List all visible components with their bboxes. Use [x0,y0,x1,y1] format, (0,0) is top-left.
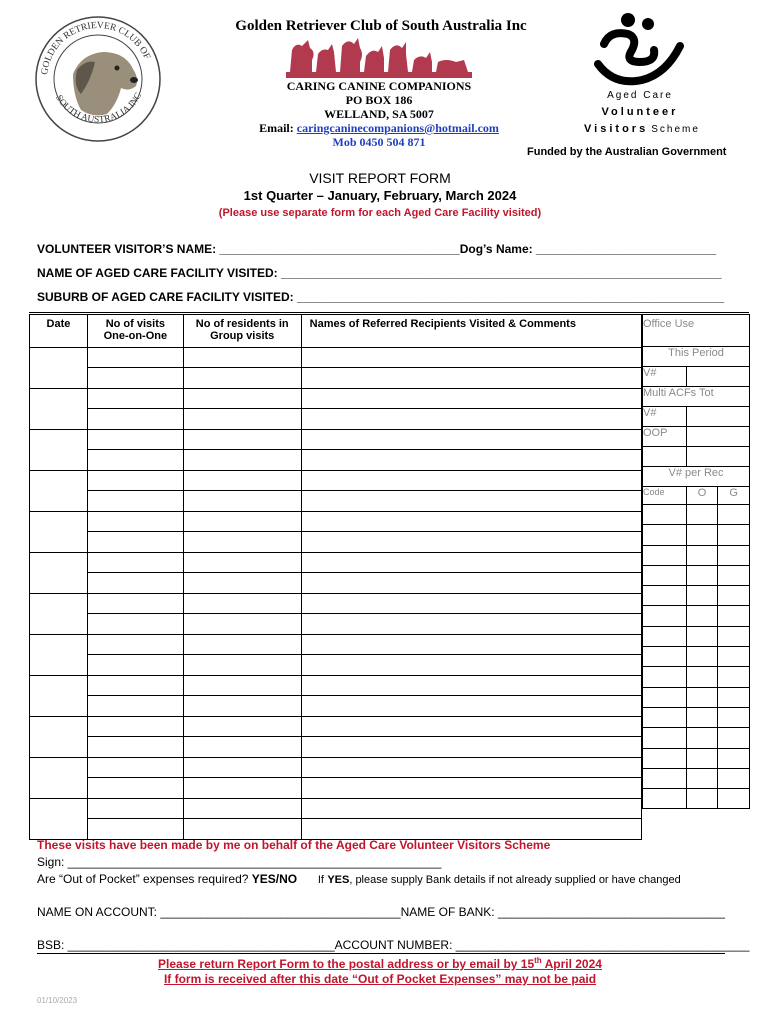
group-cell[interactable] [183,553,301,573]
acvvs-line1: Aged Care [607,90,673,101]
g-cell[interactable] [718,565,750,585]
office-use-label: Office Use [643,315,750,347]
return-sup: th [534,956,542,965]
email-link[interactable]: caringcaninecompanions@hotmail.com [296,121,499,135]
oop-yes: YES [327,874,350,886]
names-cell[interactable] [301,389,641,409]
o-cell[interactable] [686,545,718,565]
o-cell[interactable] [686,687,718,707]
footer-rule [37,953,725,954]
group-cell[interactable] [183,409,301,430]
col-names: Names of Referred Recipients Visited & Comments [301,315,641,348]
date-cell[interactable] [30,758,88,799]
one-on-one-cell[interactable] [87,368,183,389]
group-cell[interactable] [183,758,301,778]
g-cell[interactable] [718,789,750,809]
names-cell[interactable] [301,573,641,594]
facility-suburb-field[interactable]: SUBURB OF AGED CARE FACILITY VISITED: ________________________________________________________________ [37,290,725,304]
g-cell[interactable] [718,626,750,646]
names-cell[interactable] [301,614,641,635]
code-cell[interactable] [643,647,687,667]
code-cell[interactable] [643,789,687,809]
names-cell[interactable] [301,696,641,717]
office-code-row [643,748,750,768]
names-cell[interactable] [301,368,641,389]
visit-table [29,314,642,840]
yes-no-choice[interactable]: YES/NO [251,872,298,886]
logo-text-top: GOLDEN RETRIEVER CLUB OF [40,20,152,76]
g-cell[interactable] [718,768,750,788]
code-cell[interactable] [643,505,687,525]
oop-value[interactable] [686,427,749,447]
office-code-row [643,586,750,606]
names-cell[interactable] [301,655,641,676]
account-line[interactable]: NAME ON ACCOUNT: ____________________________________NAME OF BANK: __________________________________ [37,905,725,919]
acvvs-logo-icon [594,10,686,86]
names-cell[interactable] [301,819,641,840]
this-period-label: This Period [643,347,750,367]
table-row [30,553,642,573]
one-on-one-cell[interactable] [87,553,183,573]
form-quarter: 1st Quarter – January, February, March 2024 [243,188,517,203]
o-cell[interactable] [686,789,718,809]
one-on-one-cell[interactable] [87,717,183,737]
table-row [30,778,642,799]
group-cell[interactable] [183,450,301,471]
form-note: (Please use separate form for each Aged Care Facility visited) [218,207,542,219]
group-cell[interactable] [183,717,301,737]
names-cell[interactable] [301,799,641,819]
one-on-one-cell[interactable] [87,758,183,778]
date-cell[interactable] [30,594,88,635]
names-cell[interactable] [301,532,641,553]
table-row [30,430,642,450]
date-cell[interactable] [30,512,88,553]
table-row [30,799,642,819]
g-cell[interactable] [718,748,750,768]
names-cell[interactable] [301,348,641,368]
code-cell[interactable] [643,565,687,585]
club-name: Golden Retriever Club of South Australia Inc [235,18,527,34]
table-row [30,696,642,717]
table-row [30,717,642,737]
email-line [200,121,558,136]
declaration: These visits have been made by me on behalf of the Aged Care Volunteer Visitors Scheme [37,838,551,852]
g-cell[interactable] [718,667,750,687]
o-cell[interactable] [686,505,718,525]
office-use-panel [642,314,750,809]
group-cell[interactable] [183,532,301,553]
one-on-one-cell[interactable] [87,737,183,758]
one-on-one-cell[interactable] [87,409,183,430]
group-cell[interactable] [183,348,301,368]
oop-if: If [317,874,324,886]
g-label: G [718,487,750,505]
funded-by: Funded by the Australian Government [527,146,727,158]
code-cell[interactable] [643,626,687,646]
one-on-one-cell[interactable] [87,676,183,696]
one-on-one-cell[interactable] [87,819,183,840]
code-cell[interactable] [643,667,687,687]
one-on-one-cell[interactable] [87,655,183,676]
table-row [30,594,642,614]
names-cell[interactable] [301,778,641,799]
group-cell[interactable] [183,491,301,512]
office-code-row [643,626,750,646]
code-cell[interactable] [643,707,687,727]
table-row [30,491,642,512]
one-on-one-cell[interactable] [87,389,183,409]
club-logo [33,14,163,144]
table-row [30,573,642,594]
names-cell[interactable] [301,676,641,696]
names-cell[interactable] [301,491,641,512]
o-cell[interactable] [686,707,718,727]
date-cell[interactable] [30,553,88,594]
date-cell[interactable] [30,348,88,389]
o-cell[interactable] [686,728,718,748]
logo-text-bottom: SOUTH AUSTRALIA INC [53,91,145,126]
one-on-one-cell[interactable] [87,348,183,368]
per-rec-label: V# per Rec [643,467,750,487]
office-code-row [643,789,750,809]
table-row [30,635,642,655]
g-cell[interactable] [718,525,750,545]
code-cell[interactable] [643,768,687,788]
date-cell[interactable] [30,471,88,512]
date-cell[interactable] [30,676,88,717]
table-row [30,348,642,368]
names-cell[interactable] [301,717,641,737]
office-code-row [643,606,750,626]
g-cell[interactable] [718,545,750,565]
o-cell[interactable] [686,565,718,585]
group-cell[interactable] [183,594,301,614]
o-cell[interactable] [686,647,718,667]
office-code-row [643,545,750,565]
group-cell[interactable] [183,696,301,717]
po-box: PO BOX 186 [345,93,413,107]
g-cell[interactable] [718,586,750,606]
table-row [30,532,642,553]
code-cell[interactable] [643,748,687,768]
mobile: Mob 0450 504 871 [332,135,426,149]
acvvs-scheme: Scheme [651,124,700,135]
sign-field[interactable]: Sign: ________________________________________________________ [37,855,442,869]
code-cell[interactable] [643,545,687,565]
code-cell[interactable] [643,606,687,626]
office-code-row [643,647,750,667]
org-name: CARING CANINE COMPANIONS [286,79,472,93]
table-row [30,450,642,471]
table-row [30,614,642,635]
names-cell[interactable] [301,553,641,573]
acvvs-line2: Volunteer [601,106,679,118]
group-cell[interactable] [183,368,301,389]
one-on-one-cell[interactable] [87,573,183,594]
dog-banner-icon [286,36,472,78]
code-cell[interactable] [643,687,687,707]
g-cell[interactable] [718,687,750,707]
col-date: Date [30,315,88,348]
g-cell[interactable] [718,728,750,748]
table-row [30,409,642,430]
return-deadline [90,956,670,971]
o-cell[interactable] [686,606,718,626]
names-cell[interactable] [301,635,641,655]
group-cell[interactable] [183,635,301,655]
group-cell[interactable] [183,676,301,696]
table-row [30,676,642,696]
office-code-row [643,687,750,707]
col-one-on-one: No of visits One-on-One [87,315,183,348]
one-on-one-cell[interactable] [87,491,183,512]
g-cell[interactable] [718,707,750,727]
acvvs-visitors: Visitors [584,123,649,135]
group-cell[interactable] [183,737,301,758]
v2-value[interactable] [686,407,749,427]
names-cell[interactable] [301,430,641,450]
table-row [30,819,642,840]
code-cell[interactable] [643,525,687,545]
names-cell[interactable] [301,737,641,758]
return-text-a: Please return Report Form to the postal address or by email by 15 [158,957,535,971]
o-cell[interactable] [686,525,718,545]
one-on-one-cell[interactable] [87,450,183,471]
group-cell[interactable] [183,430,301,450]
facility-name-field[interactable]: NAME OF AGED CARE FACILITY VISITED: __________________________________________________________________ [37,266,722,280]
g-cell[interactable] [718,647,750,667]
table-row [30,758,642,778]
return-text-b: April 2024 [541,957,602,971]
volunteer-name-field[interactable]: VOLUNTEER VISITOR’S NAME: ____________________________________Dog’s Name: ___________________________ [37,242,717,256]
oop-rest: , please supply Bank details if not already supplied or have changed [349,874,681,886]
table-row [30,368,642,389]
oop-question-line [37,872,681,886]
one-on-one-cell[interactable] [87,799,183,819]
acvvs-line3 [578,123,706,135]
office-code-row [643,565,750,585]
g-cell[interactable] [718,606,750,626]
one-on-one-cell[interactable] [87,635,183,655]
date-cell[interactable] [30,717,88,758]
table-row [30,471,642,491]
group-cell[interactable] [183,471,301,491]
one-on-one-cell[interactable] [87,471,183,491]
one-on-one-cell[interactable] [87,532,183,553]
address: WELLAND, SA 5007 [324,107,434,121]
oop-label: OOP [643,427,687,447]
o-cell[interactable] [686,667,718,687]
one-on-one-cell[interactable] [87,430,183,450]
o-cell[interactable] [686,768,718,788]
o-cell[interactable] [686,586,718,606]
group-cell[interactable] [183,614,301,635]
names-cell[interactable] [301,450,641,471]
office-code-row [643,728,750,748]
late-warning: If form is received after this date “Out of Pocket Expenses” may not be paid [163,972,597,986]
form-title: VISIT REPORT FORM [309,170,451,186]
group-cell[interactable] [183,389,301,409]
code-label: Code [643,487,687,505]
date-cell[interactable] [30,430,88,471]
table-row [30,655,642,676]
one-on-one-cell[interactable] [87,594,183,614]
table-row [30,737,642,758]
group-cell[interactable] [183,573,301,594]
one-on-one-cell[interactable] [87,696,183,717]
o-label: O [686,487,718,505]
office-code-row [643,505,750,525]
date-code: 01/10/2023 [37,996,78,1005]
o-cell[interactable] [686,626,718,646]
names-cell[interactable] [301,409,641,430]
office-code-row [643,768,750,788]
group-cell[interactable] [183,819,301,840]
g-cell[interactable] [718,505,750,525]
v2-label: V# [643,407,687,427]
oop-question: Are “Out of Pocket” expenses required? [37,872,249,886]
names-cell[interactable] [301,758,641,778]
multi-acfs-label: Multi ACFs Tot [643,387,750,407]
date-cell[interactable] [30,389,88,430]
v1-value[interactable] [686,367,749,387]
one-on-one-cell[interactable] [87,512,183,532]
bsb-line[interactable]: BSB: ________________________________________ACCOUNT NUMBER: ____________________________________________ [37,938,750,952]
table-row [30,512,642,532]
names-cell[interactable] [301,512,641,532]
date-cell[interactable] [30,635,88,676]
col-group: No of residents in Group visits [183,315,301,348]
code-cell[interactable] [643,586,687,606]
office-code-row [643,667,750,687]
group-cell[interactable] [183,512,301,532]
o-cell[interactable] [686,748,718,768]
v1-label: V# [643,367,687,387]
group-cell[interactable] [183,778,301,799]
group-cell[interactable] [183,799,301,819]
office-code-row [643,707,750,727]
group-cell[interactable] [183,655,301,676]
table-row [30,389,642,409]
office-code-row [643,525,750,545]
table-top-rule [29,312,749,313]
names-cell[interactable] [301,471,641,491]
date-cell[interactable] [30,799,88,840]
email-label: Email: [259,121,294,135]
names-cell[interactable] [301,594,641,614]
code-cell[interactable] [643,728,687,748]
one-on-one-cell[interactable] [87,778,183,799]
one-on-one-cell[interactable] [87,614,183,635]
